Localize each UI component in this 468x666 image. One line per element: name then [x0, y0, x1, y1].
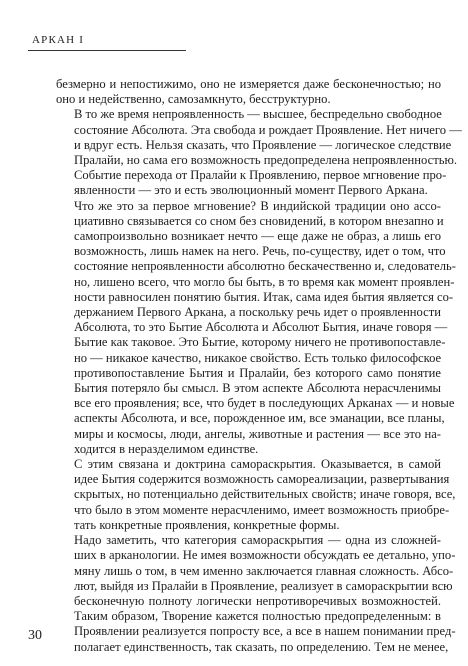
text-line: и вдруг есть. Нельзя сказать, что Проявление — логическое следствие	[74, 137, 452, 152]
text-line: мяну лишь о том, в чем именно заключается главная сложность. Абсо-	[74, 563, 454, 578]
paragraph-3	[56, 198, 456, 457]
text-line: но, лишено всего, что могло бы быть, в то время как момент проявлен-	[74, 274, 455, 289]
text-line: ности равносилен понятию бытия. Итак, сама идея бытия является со-	[74, 289, 454, 304]
text-line: бесконечную полноту логически непротиворечивых возможностей.	[74, 593, 441, 608]
text-line: идее Бытия содержится возможность самореализации, развертывания	[74, 472, 450, 487]
text-line: С этим связана и доктрина самораскрытия. Оказывается, в самой	[74, 457, 441, 472]
paragraph-5	[56, 533, 456, 655]
running-head-rule	[28, 50, 186, 51]
text-line: Таким образом, Творение кажется полностью предопределенным: в	[74, 609, 441, 624]
text-line: полагает единственность, так сказать, по определению. Тем не менее,	[74, 639, 449, 654]
text-line: состояние Абсолюта. Эта свобода и рождает Проявление. Нет ничего —	[74, 122, 462, 137]
paragraph-4	[56, 457, 456, 533]
paragraph-1	[56, 77, 441, 107]
text-line: держанием Первого Аркана, а поскольку речь идет о проявленности	[74, 305, 441, 320]
text-line: Бытие как таковое. Это Бытие, которому ничего не противопоставле-	[74, 335, 446, 350]
text-line: Событие перехода от Пралайи к Проявлению, первое мгновение про-	[74, 168, 447, 183]
text-line: тать конкретные проявления, конкретные формы.	[74, 517, 340, 532]
text-line: циативно связывается со сном без сновидений, в котором внезапно и	[74, 213, 444, 228]
text-line: В то же время непроявленность — высшее, беспредельно свободное	[74, 107, 442, 122]
text-line: состояние непроявленности абсолютно бескачественно и, следователь-	[74, 259, 456, 274]
text-line: Абсолюта, то это Бытие Абсолюта и Абсолют Бытия, иначе говоря —	[74, 320, 448, 335]
text-line: лют, выйдя из Пралайи в Проявление, реализует в самораскрытии всю	[74, 578, 453, 593]
text-line: Пралайи, но сама его возможность предопределена непроявленностью.	[74, 153, 458, 168]
text-line: ших в арканологии. Не имея возможности обсуждать ее детально, упо-	[74, 548, 456, 563]
text-line: но — никакое качество, никакое свойство. Есть только философское	[74, 350, 442, 365]
text-line: явленности — это и есть эволюционный момент Первого Аркана.	[74, 183, 428, 198]
text-line: противопоставление Бытия и Пралайи, без которого само понятие	[74, 365, 441, 380]
text-line: скрытых, но потенциально действительных свойств; иначе говоря, все,	[74, 487, 456, 502]
text-line: самопроизвольно возникает нечто — еще даже не образ, а лишь его	[74, 229, 441, 244]
paragraph-2	[56, 107, 462, 198]
text-line: что было в этом моменте нерасчленимо, имеет возможность приобре-	[74, 502, 450, 517]
running-head-title: АРКАН I	[32, 34, 85, 46]
text-line: Проявлении реализуется попросту все, а все в нашем понимании пред-	[74, 624, 456, 639]
text-line: оно и недейственно, самозамкнуто, бесструктурно.	[56, 92, 331, 107]
text-line: Что же это за первое мгновение? В индийской традиции оно ассо-	[74, 198, 441, 213]
running-head	[28, 34, 188, 46]
text-line: Бытия потеряло бы смысл. В этом аспекте Абсолюта нерасчленимы	[74, 381, 441, 396]
text-line: все его проявления; все, что будет в последующих Арканах — и новые	[74, 396, 455, 411]
text-line: возможность, лишь намек на него. Речь, по-существу, идет о том, что	[74, 244, 446, 259]
text-line: безмерно и непостижимо, оно не измеряется даже бесконечностью; но	[56, 77, 441, 91]
text-line: аспекты Абсолюта, и все, порожденное им, все эманации, все планы,	[74, 411, 445, 426]
body-text	[56, 77, 462, 655]
page-number: 30	[28, 628, 42, 643]
text-line: ходится в неразделимом единстве.	[74, 441, 259, 456]
text-line: Надо заметить, что категория самораскрытия — одна из сложней-	[74, 533, 441, 548]
text-line: миры и космосы, люди, ангелы, животные и растения — все это на-	[74, 426, 441, 441]
